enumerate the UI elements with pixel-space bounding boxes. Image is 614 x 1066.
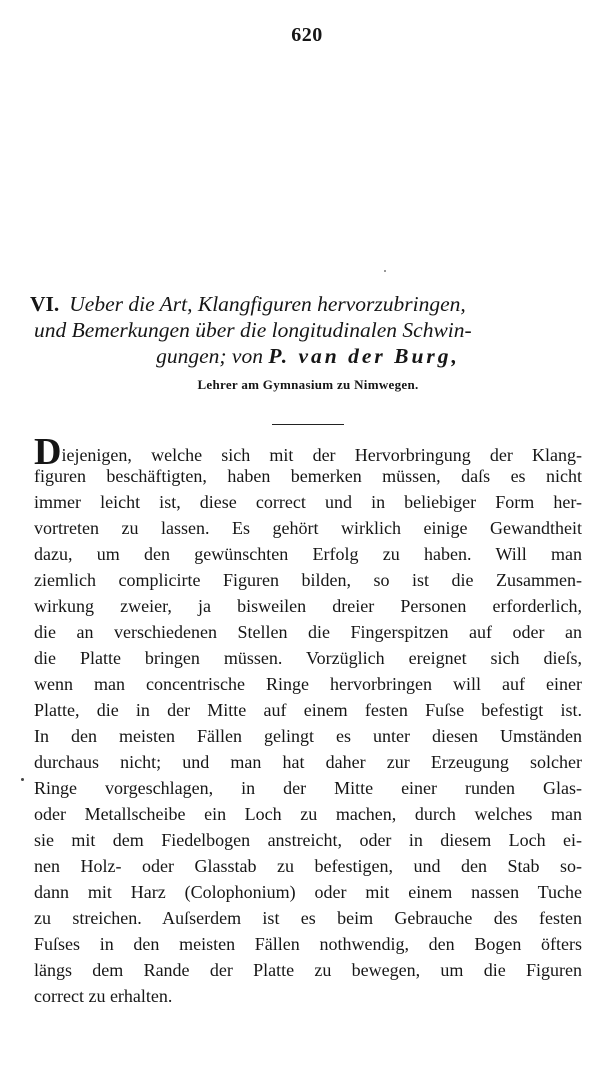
heading-title-part-3: gungen; von [156,344,263,368]
body-line: immer leicht ist, diese correct und in beliebiger Form her- [34,492,582,512]
body-line: wenn man concentrische Ringe hervorbringen will auf einer [34,674,582,694]
page-number: 620 [291,24,323,46]
body-line: Fuſses in den meisten Fällen nothwendig, den Bogen öfters [34,934,582,954]
body-line: dazu, um den gewünschten Erfolg zu haben. Will man [34,544,582,564]
separator-rule [272,424,344,425]
body-line: dann mit Harz (Colophonium) oder mit einem nassen Tuche [34,882,582,902]
body-line: figuren beschäftigten, haben bemerken müssen, daſs es nicht [34,466,582,486]
article-heading [30,291,586,393]
body-line [34,431,582,473]
author-name: P. van der Burg, [268,344,460,368]
body-line: die Platte bringen müssen. Vorzüglich ereignet sich dieſs, [34,648,582,668]
drop-cap: D [34,431,62,473]
section-number: VI. [30,292,60,316]
body-paragraph [34,431,582,1009]
author-affiliation: Lehrer am Gymnasium zu Nimwegen. [197,377,419,392]
heading-title-part-1: Ueber die Art, Klangfiguren hervorzubringen, [69,292,466,316]
body-line-text: iejenigen, welche sich mit der Hervorbringung der Klang- [61,445,582,465]
heading-line-3 [30,343,586,369]
body-line: In den meisten Fällen gelingt es unter diesen Umständen [34,726,582,746]
print-speck [384,270,386,272]
body-line: Ringe vorgeschlagen, in der Mitte einer runden Glas- [34,778,582,798]
body-line: wirkung zweier, ja bisweilen dreier Personen erforderlich, [34,596,582,616]
body-line: die an verschiedenen Stellen die Fingerspitzen auf oder an [34,622,582,642]
margin-speck [21,778,24,781]
body-line: sie mit dem Fiedelbogen anstreicht, oder in diesem Loch ei- [34,830,582,850]
body-line: zu streichen. Auſserdem ist es beim Gebrauche des festen [34,908,582,928]
heading-line-1 [30,291,586,317]
body-line: nen Holz- oder Glasstab zu befestigen, und den Stab so- [34,856,582,876]
body-line: vortreten zu lassen. Es gehört wirklich einige Gewandtheit [34,518,582,538]
body-line: Platte, die in der Mitte auf einem festen Fuſse befestigt ist. [34,700,582,720]
body-line: durchaus nicht; und man hat daher zur Erzeugung solcher [34,752,582,772]
body-line: oder Metallscheibe ein Loch zu machen, durch welches man [34,804,582,824]
body-line: correct zu erhalten. [34,986,173,1006]
body-line: längs dem Rande der Platte zu bewegen, um die Figuren [34,960,582,980]
heading-line-2: und Bemerkungen über die longitudinalen Schwin- [34,318,472,342]
body-line: ziemlich complicirte Figuren bilden, so ist die Zusammen- [34,570,582,590]
